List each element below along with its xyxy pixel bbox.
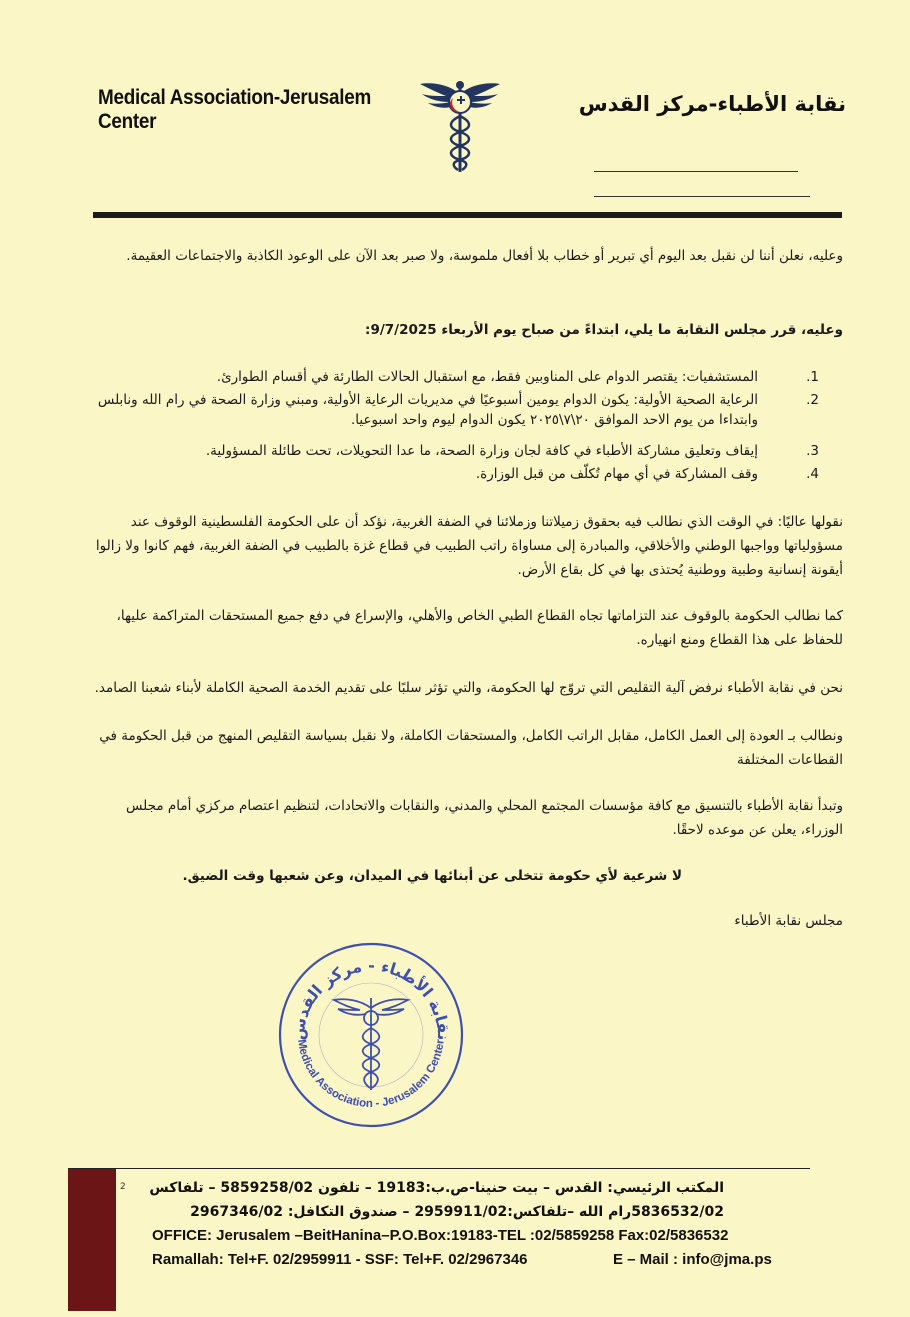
paragraph-private-sector bbox=[90, 604, 843, 652]
footer bbox=[68, 1168, 810, 1311]
list-item bbox=[90, 367, 843, 387]
org-name-english-line2: Center bbox=[98, 110, 157, 133]
list-item bbox=[90, 390, 843, 430]
paragraph-warning-text: وعليه، نعلن أننا لن نقبل بعد اليوم أي تبرير أو خطاب بلا أفعال ملموسة، ولا صبر بعد الآن على الوعود الكاذبة والاجتماعات العقيمة. bbox=[126, 248, 843, 264]
list-item-number: .3 bbox=[806, 443, 819, 459]
paragraph-sit-in bbox=[90, 794, 843, 842]
paragraph-private-sector-text: كما نطالب الحكومة بالوقوف عند التزاماتها تجاه القطاع الطبي الخاص والأهلي، والإسراع في دفع جميع المستحقات المتراكمة عليها، للحفاظ على هذا القطاع ومنع انهياره. bbox=[116, 608, 843, 648]
page-number: 2 bbox=[120, 1182, 126, 1192]
org-name-english bbox=[98, 86, 371, 134]
footer-address-arabic-line1: المكتب الرئيسي: القدس – بيت حنينا-ص.ب:19183 – تلفون 5859258/02 – تلفاكس bbox=[149, 1180, 724, 1196]
decision-intro-text: وعليه، قرر مجلس النقابة ما يلي، ابتداءً من صباح يوم الأربعاء 9/7/2025: bbox=[365, 322, 843, 338]
footer-color-bar bbox=[68, 1168, 116, 1311]
list-item-number: .1 bbox=[806, 369, 819, 385]
org-name-english-line1: Medical Association-Jerusalem bbox=[98, 86, 371, 109]
closing-statement bbox=[90, 864, 682, 888]
reference-line bbox=[594, 171, 798, 172]
seal-arabic-text: نقابة الأطباء - مركز القدس bbox=[288, 956, 454, 1041]
list-item-text: إيقاف وتعليق مشاركة الأطباء في كافة لجان وزارة الصحة، ما عدا التحويلات، تحت طائلة المسؤولية. bbox=[205, 443, 758, 459]
paragraph-gaza-salaries bbox=[90, 510, 843, 582]
paragraph-reject-cuts bbox=[90, 676, 843, 700]
date-line bbox=[594, 196, 810, 197]
list-item bbox=[90, 441, 843, 461]
signature-text: مجلس نقابة الأطباء bbox=[734, 913, 843, 929]
footer-address-english-line2: Ramallah: Tel+F. 02/2959911 - SSF: Tel+F. 02/2967346 bbox=[152, 1251, 528, 1268]
decision-intro bbox=[90, 318, 843, 342]
seal-english-text: Medical Association - Jerusalem Center bbox=[295, 1038, 447, 1111]
footer-divider bbox=[68, 1168, 810, 1169]
footer-address-arabic-line2: 5836532/02رام الله –تلفاكس:2959911/02 – صندوق التكافل: 2967346/02 bbox=[190, 1204, 724, 1220]
list-item-number: .4 bbox=[806, 466, 819, 482]
paragraph-gaza-salaries-text: نقولها عاليًا: في الوقت الذي نطالب فيه بحقوق زميلاتنا وزملائنا في الضفة الغربية، نؤكد أن على الحكومة الفلسطينية الوقوف عند مسؤولياتها وواجبها الوطني والأخلاقي، والمبادرة إلى مساواة راتب الطبيب في قطاع غزة بالطبيب في الضفة الغربية، فهم كانوا ولا زالوا أيقونة إنسانية وطبية ووطنية يُحتذى بها في كل بقاع الأرض. bbox=[95, 514, 843, 578]
list-item-text: وقف المشاركة في أي مهام تُكلّف من قبل الوزارة. bbox=[475, 466, 758, 482]
footer-address-english-line1: OFFICE: Jerusalem –BeitHanina–P.O.Box:19183-TEL :02/5859258 Fax:02/5836532 bbox=[152, 1227, 729, 1244]
closing-statement-text: لا شرعية لأي حكومة تتخلى عن أبنائها في الميدان، وعن شعبها وقت الضيق. bbox=[182, 868, 682, 884]
caduceus-logo-icon bbox=[418, 72, 502, 176]
list-item bbox=[90, 464, 843, 484]
list-item-text: الرعاية الصحية الأولية: يكون الدوام يومين أسبوعيًا في مديريات الرعاية الأولية، ومبني وزارة الصحة في رام الله ونابلس وابتداءا من يوم الاحد الموافق ٢٠\٧\٢٠٢٥ يكون الدوام ليوم واحد اسبوعيا. bbox=[97, 392, 758, 428]
list-item-number: .2 bbox=[806, 392, 819, 408]
list-item-text: المستشفيات: يقتصر الدوام على المناوبين فقط، مع استقبال الحالات الطارئة في أقسام الطوارئ. bbox=[216, 369, 758, 385]
paragraph-sit-in-text: وتبدأ نقابة الأطباء بالتنسيق مع كافة مؤسسات المجتمع المحلي والمدني، والنقابات والاتحادات، لتنظيم اعتصام مركزي أمام مجلس الوزراء، يعلن عن موعده لاحقًا. bbox=[125, 798, 843, 838]
paragraph-reject-cuts-text: نحن في نقابة الأطباء نرفض آلية التقليص التي تروّج لها الحكومة، والتي تؤثر سلبًا على تقديم الخدمة الصحية الكاملة لأبناء شعبنا الصامد. bbox=[94, 680, 843, 696]
signature bbox=[90, 909, 843, 933]
header-divider bbox=[93, 212, 842, 218]
footer-email: E – Mail : info@jma.ps bbox=[613, 1251, 772, 1268]
paragraph-full-work bbox=[90, 724, 843, 772]
association-seal-icon bbox=[276, 938, 466, 1132]
org-name-arabic: نقابة الأطباء-مركز القدس bbox=[578, 92, 846, 116]
paragraph-warning bbox=[90, 244, 843, 268]
paragraph-full-work-text: ونطالب بـ العودة إلى العمل الكامل، مقابل الراتب الكامل، والمستحقات الكاملة، ولا نقبل بسياسة التقليص المنهج من قبل الحكومة في القطاعات المختلفة bbox=[99, 728, 843, 768]
